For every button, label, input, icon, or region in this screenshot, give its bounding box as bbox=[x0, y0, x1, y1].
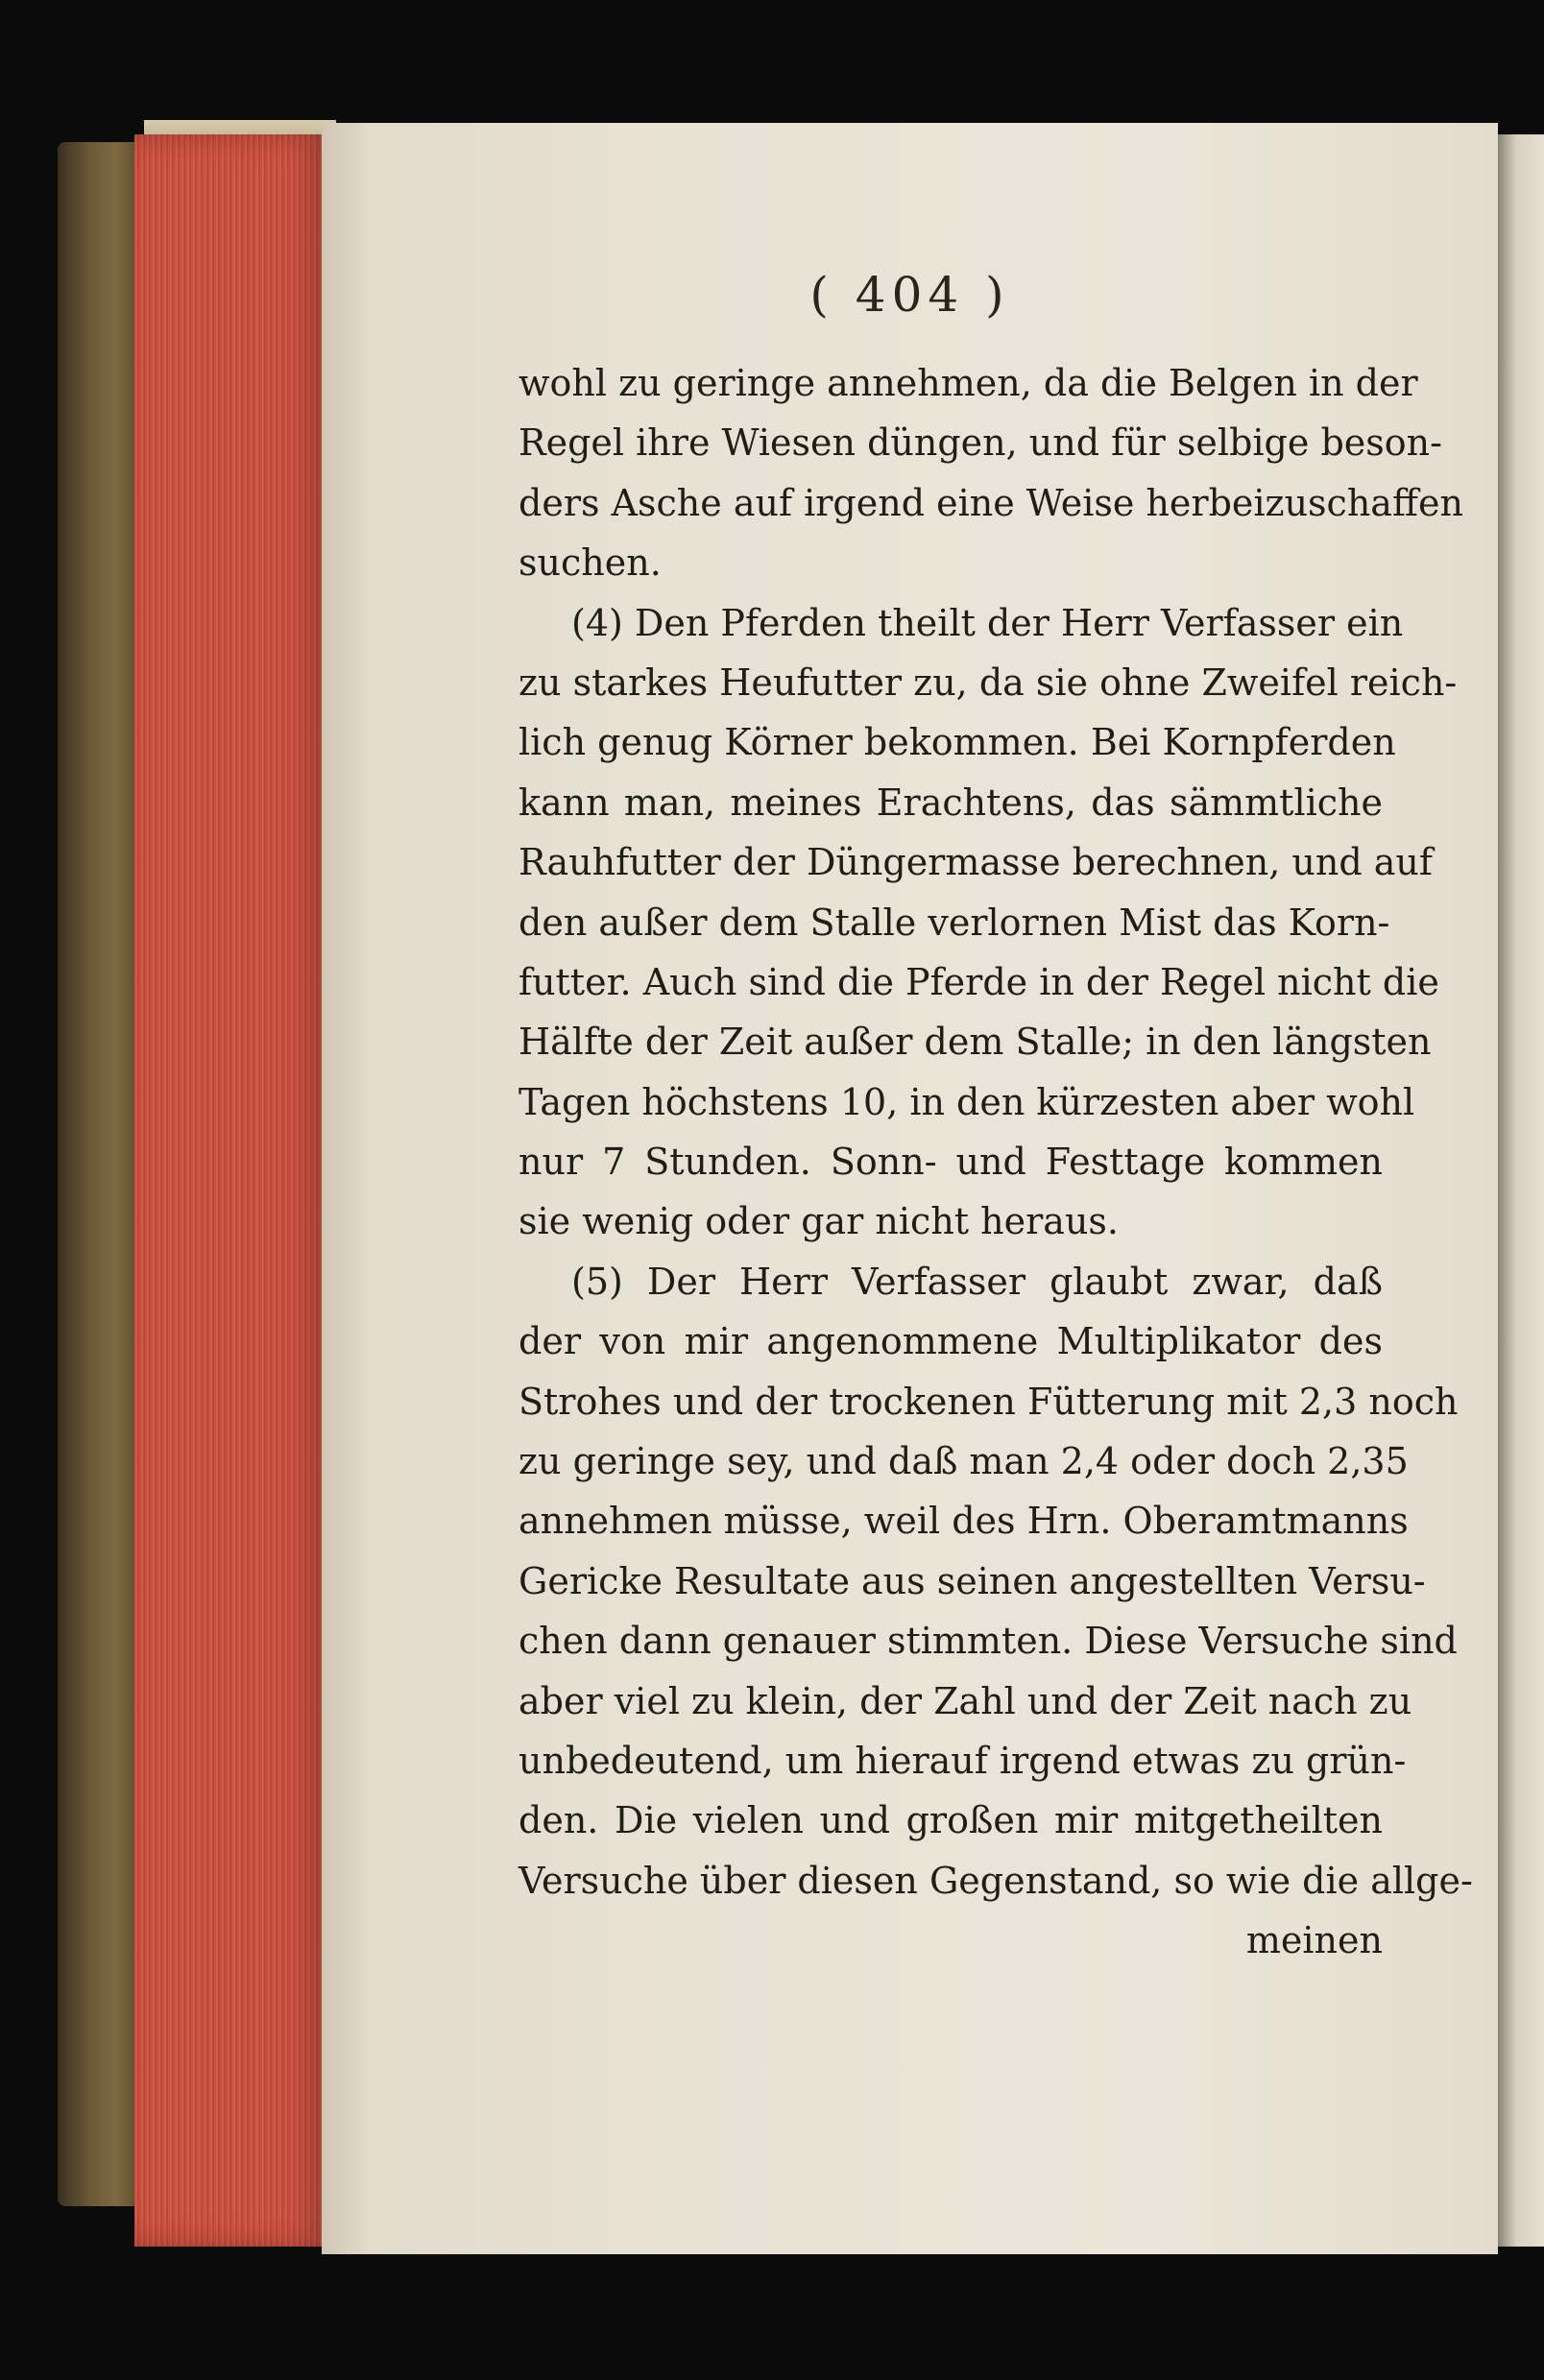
text-line: Rauhfutter der Düngermasse berechnen, und auf bbox=[519, 841, 1433, 884]
text-line: lich genug Körner bekommen. Bei Kornpferden bbox=[519, 721, 1396, 764]
text-line: zu starkes Heufutter zu, da sie ohne Zweifel reich- bbox=[519, 661, 1458, 704]
text-line: Tagen höchstens 10, in den kürzesten aber wohl bbox=[519, 1080, 1415, 1123]
text-line: der von mir angenommene Multiplikator des bbox=[519, 1320, 1383, 1363]
text-line: (4) Den Pferden theilt der Herr Verfasser ein bbox=[571, 601, 1404, 644]
text-line: (5) Der Herr Verfasser glaubt zwar, daß bbox=[571, 1260, 1383, 1303]
text-line: Versuche über diesen Gegenstand, so wie die allge- bbox=[519, 1859, 1473, 1902]
text-line: ders Asche auf irgend eine Weise herbeizuschaffen bbox=[519, 481, 1463, 524]
text-line: Strohes und der trockenen Fütterung mit 2,3 noch bbox=[519, 1380, 1459, 1423]
text-line: den. Die vielen und großen mir mitgetheilten bbox=[519, 1799, 1383, 1842]
text-line: Hälfte der Zeit außer dem Stalle; in den längsten bbox=[519, 1021, 1432, 1064]
text-line: chen dann genauer stimmten. Diese Versuche sind bbox=[519, 1620, 1458, 1663]
text-line: zu geringe sey, und daß man 2,4 oder doch 2,35 bbox=[519, 1440, 1409, 1483]
text-line: Regel ihre Wiesen düngen, und für selbige beson- bbox=[519, 421, 1442, 465]
text-line: unbedeutend, um hierauf irgend etwas zu grün- bbox=[519, 1739, 1407, 1782]
text-line: den außer dem Stalle verlornen Mist das Korn- bbox=[519, 901, 1390, 944]
text-line: Gericke Resultate aus seinen angestellten Versu- bbox=[519, 1559, 1426, 1602]
text-line: wohl zu geringe annehmen, da die Belgen in der bbox=[519, 362, 1418, 404]
text-line: suchen. bbox=[519, 541, 662, 585]
page-edges bbox=[134, 134, 331, 2247]
text-line: aber viel zu klein, der Zahl und der Zeit nach zu bbox=[519, 1679, 1412, 1722]
text-line: sie wenig oder gar nicht heraus. bbox=[519, 1200, 1119, 1243]
page-number: ( 404 ) bbox=[809, 267, 1010, 323]
text-line: futter. Auch sind die Pferde in der Regel nicht die bbox=[519, 960, 1439, 1003]
text-line: nur 7 Stunden. Sonn- und Festtage kommen bbox=[519, 1141, 1383, 1184]
text-line: annehmen müsse, weil des Hrn. Oberamtmanns bbox=[519, 1500, 1409, 1543]
facing-page-edge bbox=[1498, 134, 1544, 2247]
body-text bbox=[519, 353, 1473, 1971]
catchword: meinen bbox=[1245, 1919, 1383, 1962]
text-line: kann man, meines Erachtens, das sämmtliche bbox=[519, 781, 1383, 824]
book-page bbox=[322, 123, 1498, 2254]
